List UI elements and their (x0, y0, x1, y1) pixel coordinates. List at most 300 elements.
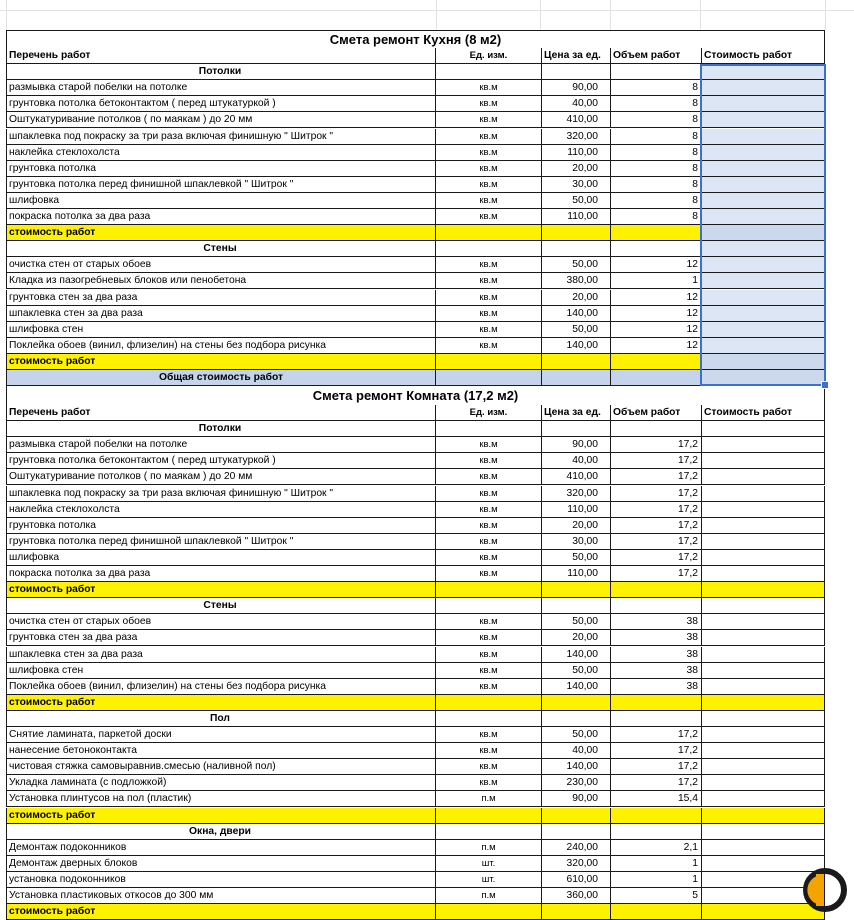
unit-cell[interactable]: кв.м (436, 743, 542, 758)
price-cell[interactable]: 140,00 (542, 338, 611, 353)
unit-cell[interactable]: кв.м (436, 518, 542, 533)
volume-cell[interactable]: 17,2 (611, 775, 702, 790)
work-name-cell[interactable]: наклейка стеклохолста (6, 145, 436, 160)
work-item-row (6, 727, 825, 743)
unit-cell[interactable]: кв.м (436, 679, 542, 694)
work-item-row (6, 273, 825, 289)
price-cell[interactable]: 50,00 (542, 193, 611, 208)
section-title[interactable]: Стены (6, 241, 436, 256)
price-cell[interactable]: 20,00 (542, 518, 611, 533)
price-cell[interactable]: 240,00 (542, 840, 611, 855)
section-header-row (6, 598, 825, 614)
volume-cell[interactable]: 17,2 (611, 759, 702, 774)
work-name-cell[interactable]: Установка пластиковых откосов до 300 мм (6, 888, 436, 903)
unit-cell[interactable]: кв.м (436, 112, 542, 127)
header-cost[interactable]: Стоимость работ (702, 405, 825, 420)
cost-cell[interactable] (702, 598, 825, 613)
work-name-cell[interactable]: шпаклевка под покраску за три раза включая финишную " Шитрок " (6, 486, 436, 501)
volume-cell[interactable]: 17,2 (611, 550, 702, 565)
volume-cell[interactable]: 5 (611, 888, 702, 903)
work-name-cell[interactable]: грунтовка потолка (6, 518, 436, 533)
volume-cell[interactable]: 17,2 (611, 566, 702, 581)
cost-cell[interactable] (702, 273, 825, 288)
price-cell[interactable]: 30,00 (542, 177, 611, 192)
work-item-row (6, 257, 825, 273)
work-name-cell[interactable]: Поклейка обоев (винил, флизелин) на стены без подбора рисунка (6, 338, 436, 353)
section-header-row (6, 64, 825, 80)
volume-cell[interactable]: 17,2 (611, 486, 702, 501)
work-item-row (6, 338, 825, 354)
gridline (610, 0, 611, 30)
volume-cell[interactable]: 12 (611, 322, 702, 337)
volume-cell[interactable]: 17,2 (611, 534, 702, 549)
unit-cell[interactable] (436, 598, 542, 613)
price-cell[interactable]: 50,00 (542, 663, 611, 678)
cost-cell[interactable] (702, 112, 825, 127)
unit-cell[interactable] (436, 64, 542, 79)
header-work[interactable]: Перечень работ (6, 48, 436, 63)
price-cell[interactable]: 110,00 (542, 566, 611, 581)
cost-cell[interactable] (702, 161, 825, 176)
cost-cell[interactable] (702, 338, 825, 353)
volume-cell[interactable] (611, 695, 702, 710)
volume-cell[interactable] (611, 808, 702, 823)
volume-cell[interactable]: 8 (611, 96, 702, 111)
volume-cell[interactable]: 8 (611, 161, 702, 176)
unit-cell[interactable]: кв.м (436, 486, 542, 501)
volume-cell[interactable]: 12 (611, 257, 702, 272)
price-cell[interactable]: 50,00 (542, 727, 611, 742)
volume-cell[interactable] (611, 225, 702, 240)
cost-cell[interactable] (702, 502, 825, 517)
work-name-cell[interactable]: шлифовка стен (6, 322, 436, 337)
price-cell[interactable]: 30,00 (542, 534, 611, 549)
kitchen-estimate-title[interactable] (6, 30, 825, 48)
price-cell[interactable]: 20,00 (542, 630, 611, 645)
volume-cell[interactable]: 8 (611, 209, 702, 224)
volume-cell[interactable]: 38 (611, 647, 702, 662)
cost-cell[interactable] (702, 306, 825, 321)
unit-cell[interactable]: кв.м (436, 290, 542, 305)
cost-cell[interactable] (702, 96, 825, 111)
header-cost[interactable]: Стоимость работ (702, 48, 825, 63)
volume-cell[interactable]: 1 (611, 872, 702, 887)
work-name-cell[interactable]: шпаклевка стен за два раза (6, 306, 436, 321)
work-name-cell[interactable]: шлифовка стен (6, 663, 436, 678)
work-name-cell[interactable]: грунтовка стен за два раза (6, 290, 436, 305)
cost-cell[interactable] (702, 129, 825, 144)
header-unit[interactable]: Ед. изм. (436, 48, 542, 63)
volume-cell[interactable]: 17,2 (611, 469, 702, 484)
cost-cell[interactable] (702, 469, 825, 484)
work-name-cell[interactable]: грунтовка потолка бетоконтактом ( перед штукатуркой ) (6, 453, 436, 468)
unit-cell[interactable]: кв.м (436, 161, 542, 176)
price-cell[interactable] (542, 354, 611, 369)
work-name-cell[interactable]: нанесение бетоноконтакта (6, 743, 436, 758)
subtotal-label[interactable]: стоимость работ (6, 808, 436, 823)
unit-cell[interactable] (436, 354, 542, 369)
work-name-cell[interactable]: Кладка из пазогребневых блоков или пенобетона (6, 273, 436, 288)
table-header-row (6, 48, 825, 64)
work-name-cell[interactable]: очистка стен от старых обоев (6, 257, 436, 272)
volume-cell[interactable]: 8 (611, 112, 702, 127)
work-item-row (6, 469, 825, 485)
price-cell[interactable] (542, 904, 611, 919)
work-name-cell[interactable]: чистовая стяжка самовыравнив.смесью (наливной пол) (6, 759, 436, 774)
unit-cell[interactable]: п.м (436, 791, 542, 806)
volume-cell[interactable] (611, 582, 702, 597)
unit-cell[interactable]: шт. (436, 872, 542, 887)
volume-cell[interactable]: 17,2 (611, 502, 702, 517)
work-item-row (6, 437, 825, 453)
price-cell[interactable] (542, 64, 611, 79)
work-name-cell[interactable]: Поклейка обоев (винил, флизелин) на стены без подбора рисунка (6, 679, 436, 694)
work-item-row (6, 759, 825, 775)
price-cell[interactable]: 380,00 (542, 273, 611, 288)
unit-cell[interactable]: кв.м (436, 566, 542, 581)
price-cell[interactable] (542, 241, 611, 256)
volume-cell[interactable]: 12 (611, 290, 702, 305)
cost-cell[interactable] (702, 775, 825, 790)
section-title[interactable]: Стены (6, 598, 436, 613)
unit-cell[interactable] (436, 808, 542, 823)
subtotal-row (6, 695, 825, 711)
unit-cell[interactable]: кв.м (436, 338, 542, 353)
selection-fill-handle[interactable] (821, 381, 829, 389)
cost-cell[interactable] (702, 614, 825, 629)
price-cell[interactable]: 90,00 (542, 437, 611, 452)
price-cell[interactable]: 230,00 (542, 775, 611, 790)
unit-cell[interactable]: кв.м (436, 306, 542, 321)
unit-cell[interactable]: кв.м (436, 647, 542, 662)
cost-cell[interactable] (702, 791, 825, 806)
price-cell[interactable]: 140,00 (542, 306, 611, 321)
price-cell[interactable]: 50,00 (542, 550, 611, 565)
work-name-cell[interactable]: установка подоконников (6, 872, 436, 887)
work-name-cell[interactable]: грунтовка потолка перед финишной шпаклевкой " Шитрок " (6, 534, 436, 549)
unit-cell[interactable] (436, 421, 542, 436)
unit-cell[interactable] (436, 824, 542, 839)
work-name-cell[interactable]: грунтовка потолка (6, 161, 436, 176)
unit-cell[interactable]: кв.м (436, 502, 542, 517)
price-cell[interactable]: 20,00 (542, 161, 611, 176)
volume-cell[interactable] (611, 598, 702, 613)
work-name-cell[interactable]: шлифовка (6, 550, 436, 565)
work-item-row (6, 518, 825, 534)
work-item-row (6, 145, 825, 161)
volume-cell[interactable]: 17,2 (611, 437, 702, 452)
unit-cell[interactable]: кв.м (436, 145, 542, 160)
volume-cell[interactable]: 8 (611, 145, 702, 160)
price-cell[interactable]: 50,00 (542, 257, 611, 272)
volume-cell[interactable] (611, 904, 702, 919)
unit-cell[interactable]: кв.м (436, 614, 542, 629)
price-cell[interactable]: 40,00 (542, 743, 611, 758)
work-name-cell[interactable]: очистка стен от старых обоев (6, 614, 436, 629)
work-name-cell[interactable]: размывка старой побелки на потолке (6, 80, 436, 95)
unit-cell[interactable]: кв.м (436, 453, 542, 468)
header-volume[interactable]: Объем работ (611, 405, 702, 420)
gridline (825, 0, 826, 30)
unit-cell[interactable]: кв.м (436, 775, 542, 790)
subtotal-row (6, 354, 825, 370)
cost-cell[interactable] (702, 437, 825, 452)
cost-cell[interactable] (702, 630, 825, 645)
volume-cell[interactable]: 17,2 (611, 518, 702, 533)
volume-cell[interactable]: 17,2 (611, 743, 702, 758)
subtotal-cost-cell[interactable] (702, 582, 825, 597)
work-item-row (6, 290, 825, 306)
price-cell[interactable] (542, 695, 611, 710)
subtotal-label[interactable]: стоимость работ (6, 582, 436, 597)
work-name-cell[interactable]: грунтовка стен за два раза (6, 630, 436, 645)
price-cell[interactable]: 320,00 (542, 856, 611, 871)
unit-cell[interactable]: кв.м (436, 437, 542, 452)
cost-cell[interactable] (702, 711, 825, 726)
price-cell[interactable] (542, 421, 611, 436)
cost-cell[interactable] (702, 759, 825, 774)
section-title[interactable]: Окна, двери (6, 824, 436, 839)
work-name-cell[interactable]: грунтовка потолка перед финишной шпаклевкой " Шитрок " (6, 177, 436, 192)
grand-total-label[interactable]: Общая стоимость работ (6, 370, 436, 385)
price-cell[interactable]: 90,00 (542, 80, 611, 95)
volume-cell[interactable]: 38 (611, 663, 702, 678)
work-item-row (6, 534, 825, 550)
price-cell[interactable]: 40,00 (542, 96, 611, 111)
volume-cell[interactable] (611, 824, 702, 839)
price-cell[interactable]: 320,00 (542, 486, 611, 501)
work-name-cell[interactable]: шлифовка (6, 193, 436, 208)
header-work[interactable]: Перечень работ (6, 405, 436, 420)
room-estimate-title[interactable] (6, 386, 825, 405)
cost-cell[interactable] (702, 177, 825, 192)
cost-cell[interactable] (702, 743, 825, 758)
header-price[interactable]: Цена за ед. (542, 405, 611, 420)
header-unit[interactable]: Ед. изм. (436, 405, 542, 420)
price-cell[interactable]: 410,00 (542, 469, 611, 484)
volume-cell[interactable] (611, 370, 702, 385)
volume-cell[interactable]: 8 (611, 129, 702, 144)
work-name-cell[interactable]: Демонтаж дверных блоков (6, 856, 436, 871)
price-cell[interactable] (542, 598, 611, 613)
subtotal-cost-cell[interactable] (702, 225, 825, 240)
unit-cell[interactable]: кв.м (436, 663, 542, 678)
work-item-row (6, 679, 825, 695)
cost-cell[interactable] (702, 486, 825, 501)
subtotal-label[interactable]: стоимость работ (6, 695, 436, 710)
volume-cell[interactable]: 8 (611, 177, 702, 192)
work-item-row (6, 193, 825, 209)
subtotal-label[interactable]: стоимость работ (6, 904, 436, 919)
work-item-row (6, 486, 825, 502)
price-cell[interactable]: 110,00 (542, 209, 611, 224)
price-cell[interactable]: 110,00 (542, 502, 611, 517)
cost-cell[interactable] (702, 145, 825, 160)
work-item-row (6, 663, 825, 679)
cost-cell[interactable] (702, 679, 825, 694)
cost-cell[interactable] (702, 209, 825, 224)
price-cell[interactable]: 20,00 (542, 290, 611, 305)
price-cell[interactable]: 140,00 (542, 759, 611, 774)
cost-cell[interactable] (702, 80, 825, 95)
unit-cell[interactable]: кв.м (436, 209, 542, 224)
table-header-row (6, 405, 825, 421)
work-item-row (6, 161, 825, 177)
header-price[interactable]: Цена за ед. (542, 48, 611, 63)
cost-cell[interactable] (702, 566, 825, 581)
unit-cell[interactable]: кв.м (436, 534, 542, 549)
unit-cell[interactable]: кв.м (436, 469, 542, 484)
subtotal-label[interactable]: стоимость работ (6, 354, 436, 369)
cost-cell[interactable] (702, 647, 825, 662)
unit-cell[interactable] (436, 582, 542, 597)
cost-cell[interactable] (702, 824, 825, 839)
volume-cell[interactable] (611, 421, 702, 436)
volume-cell[interactable] (611, 354, 702, 369)
work-item-row (6, 856, 825, 872)
work-name-cell[interactable]: шпаклевка стен за два раза (6, 647, 436, 662)
cost-cell[interactable] (702, 518, 825, 533)
volume-cell[interactable]: 1 (611, 856, 702, 871)
subtotal-cost-cell[interactable] (702, 354, 825, 369)
price-cell[interactable] (542, 582, 611, 597)
price-cell[interactable]: 360,00 (542, 888, 611, 903)
price-cell[interactable] (542, 808, 611, 823)
unit-cell[interactable] (436, 904, 542, 919)
unit-cell[interactable] (436, 225, 542, 240)
work-name-cell[interactable]: наклейка стеклохолста (6, 502, 436, 517)
work-item-row (6, 872, 825, 888)
subtotal-row (6, 808, 825, 824)
price-cell[interactable]: 410,00 (542, 112, 611, 127)
cost-cell[interactable] (702, 322, 825, 337)
unit-cell[interactable]: кв.м (436, 550, 542, 565)
volume-cell[interactable] (611, 711, 702, 726)
unit-cell[interactable]: шт. (436, 856, 542, 871)
unit-cell[interactable]: п.м (436, 888, 542, 903)
price-cell[interactable] (542, 824, 611, 839)
work-name-cell[interactable]: покраска потолка за два раза (6, 566, 436, 581)
cost-cell[interactable] (702, 663, 825, 678)
price-cell[interactable]: 50,00 (542, 614, 611, 629)
work-item-row (6, 322, 825, 338)
unit-cell[interactable]: кв.м (436, 759, 542, 774)
price-cell[interactable]: 40,00 (542, 453, 611, 468)
cost-cell[interactable] (702, 421, 825, 436)
cost-cell[interactable] (702, 193, 825, 208)
volume-cell[interactable]: 38 (611, 630, 702, 645)
volume-cell[interactable]: 12 (611, 338, 702, 353)
work-item-row (6, 888, 825, 904)
price-cell[interactable] (542, 225, 611, 240)
volume-cell[interactable]: 12 (611, 306, 702, 321)
unit-cell[interactable]: кв.м (436, 193, 542, 208)
unit-cell[interactable]: кв.м (436, 129, 542, 144)
cost-cell[interactable] (702, 257, 825, 272)
unit-cell[interactable]: кв.м (436, 257, 542, 272)
cost-cell[interactable] (702, 840, 825, 855)
unit-cell[interactable] (436, 711, 542, 726)
cost-cell[interactable] (702, 550, 825, 565)
volume-cell[interactable]: 8 (611, 193, 702, 208)
volume-cell[interactable]: 17,2 (611, 727, 702, 742)
room-title-text: Смета ремонт Комната (17,2 м2) (312, 388, 519, 403)
cost-cell[interactable] (702, 290, 825, 305)
work-name-cell[interactable]: Демонтаж подоконников (6, 840, 436, 855)
subtotal-row (6, 225, 825, 241)
cost-cell[interactable] (702, 64, 825, 79)
unit-cell[interactable]: кв.м (436, 630, 542, 645)
work-name-cell[interactable]: Оштукатуривание потолков ( по маякам ) до 20 мм (6, 469, 436, 484)
work-name-cell[interactable]: Оштукатуривание потолков ( по маякам ) до 20 мм (6, 112, 436, 127)
unit-cell[interactable]: кв.м (436, 727, 542, 742)
volume-cell[interactable]: 2,1 (611, 840, 702, 855)
volume-cell[interactable]: 1 (611, 273, 702, 288)
price-cell[interactable]: 50,00 (542, 322, 611, 337)
cost-cell[interactable] (702, 727, 825, 742)
section-title[interactable]: Пол (6, 711, 436, 726)
section-title[interactable]: Потолки (6, 64, 436, 79)
price-cell[interactable] (542, 711, 611, 726)
unit-cell[interactable] (436, 370, 542, 385)
price-cell[interactable]: 90,00 (542, 791, 611, 806)
price-cell[interactable]: 610,00 (542, 872, 611, 887)
volume-cell[interactable]: 38 (611, 679, 702, 694)
work-name-cell[interactable]: шпаклевка под покраску за три раза включая финишную " Шитрок " (6, 129, 436, 144)
cost-cell[interactable] (702, 241, 825, 256)
subtotal-cost-cell[interactable] (702, 695, 825, 710)
volume-cell[interactable]: 38 (611, 614, 702, 629)
unit-cell[interactable] (436, 695, 542, 710)
work-name-cell[interactable]: Укладка ламината (с подложкой) (6, 775, 436, 790)
work-name-cell[interactable]: грунтовка потолка бетоконтактом ( перед штукатуркой ) (6, 96, 436, 111)
subtotal-cost-cell[interactable] (702, 808, 825, 823)
work-name-cell[interactable]: покраска потолка за два раза (6, 209, 436, 224)
unit-cell[interactable]: кв.м (436, 80, 542, 95)
work-name-cell[interactable]: Установка плинтусов на пол (пластик) (6, 791, 436, 806)
unit-cell[interactable]: кв.м (436, 273, 542, 288)
work-item-row (6, 112, 825, 128)
unit-cell[interactable]: кв.м (436, 96, 542, 111)
volume-cell[interactable] (611, 64, 702, 79)
volume-cell[interactable]: 8 (611, 80, 702, 95)
price-cell[interactable]: 110,00 (542, 145, 611, 160)
work-item-row (6, 840, 825, 856)
section-title[interactable]: Потолки (6, 421, 436, 436)
price-cell[interactable] (542, 370, 611, 385)
price-cell[interactable]: 140,00 (542, 679, 611, 694)
price-cell[interactable]: 320,00 (542, 129, 611, 144)
unit-cell[interactable]: кв.м (436, 322, 542, 337)
work-name-cell[interactable]: размывка старой побелки на потолке (6, 437, 436, 452)
price-cell[interactable]: 140,00 (542, 647, 611, 662)
volume-cell[interactable]: 15,4 (611, 791, 702, 806)
unit-cell[interactable]: п.м (436, 840, 542, 855)
cost-cell[interactable] (702, 453, 825, 468)
subtotal-row (6, 904, 825, 920)
unit-cell[interactable] (436, 241, 542, 256)
header-volume[interactable]: Объем работ (611, 48, 702, 63)
grand-total-cost-cell[interactable] (702, 370, 825, 385)
volume-cell[interactable] (611, 241, 702, 256)
cost-cell[interactable] (702, 534, 825, 549)
work-name-cell[interactable]: Снятие ламината, паркетой доски (6, 727, 436, 742)
volume-cell[interactable]: 17,2 (611, 453, 702, 468)
unit-cell[interactable]: кв.м (436, 177, 542, 192)
work-item-row (6, 791, 825, 807)
work-item-row (6, 80, 825, 96)
subtotal-label[interactable]: стоимость работ (6, 225, 436, 240)
